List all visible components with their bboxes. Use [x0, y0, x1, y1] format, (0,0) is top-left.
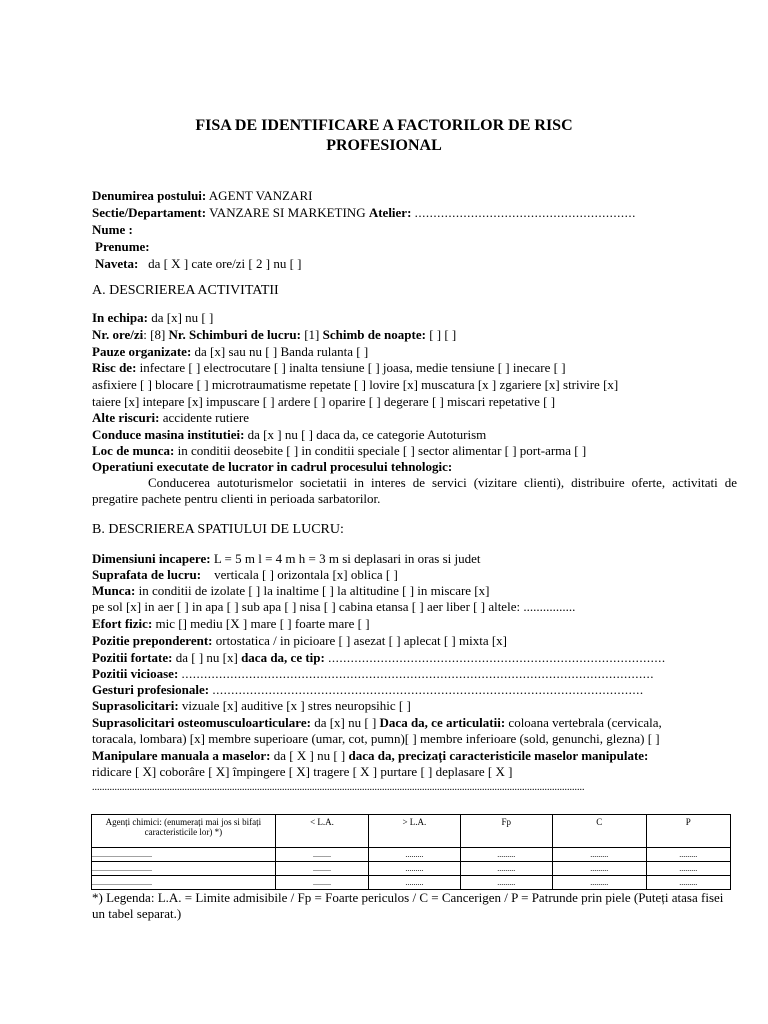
- pauze-label: Pauze organizate:: [92, 344, 192, 359]
- pauze-row: [92, 344, 737, 360]
- legend-text: *) Legenda: L.A. = Limite admisibile / Fp = Foarte periculos / C = Cancerigen / P = Patrunde prin piele (Puteți atasa fisei un tabel separat.): [92, 890, 724, 921]
- munca-row-1: [92, 583, 737, 599]
- cell-agent: ..............................: [92, 848, 276, 862]
- manipulare-value: da [ X ] nu [ ]: [273, 748, 346, 763]
- suprafata-value: verticala [ ] orizontala [x] oblica [ ]: [214, 567, 398, 582]
- cell-fp: .........: [460, 862, 552, 876]
- cell-c: .........: [552, 848, 646, 862]
- nume-row: [92, 222, 737, 238]
- risc-row-1: [92, 360, 737, 376]
- loc-munca-value: in conditii deosebite [ ] in conditii speciale [ ] sector alimentar [ ] port-arma [ ]: [177, 443, 587, 458]
- pauze-value: da [x] sau nu [ ] Banda rulanta [ ]: [194, 344, 369, 359]
- dimensiuni-value: L = 5 m l = 4 m h = 3 m si deplasari in oras si judet: [213, 551, 481, 566]
- denumire-label: Denumirea postului:: [92, 188, 207, 203]
- cell-sub-la: .........: [275, 848, 369, 862]
- denumire-value: AGENT VANZARI: [208, 188, 313, 203]
- conduce-value: da [x ] nu [ ] daca da, ce categorie Autoturism: [247, 427, 487, 442]
- operatiuni-label: Operatiuni executate de lucrator in cadrul procesului tehnologic:: [92, 459, 453, 474]
- gesturi-label: Gesturi profesionale:: [92, 682, 210, 697]
- sectie-row: [92, 205, 737, 221]
- gesturi-value: ...................................................................................................................: [212, 682, 644, 697]
- title-line-2: PROFESIONAL: [326, 137, 442, 154]
- fortate-value: da [ ] nu [x]: [175, 650, 238, 665]
- munca-line-1: in conditii de izolate [ ] la inaltime [ ] la altitudine [ ] in miscare [x]: [138, 583, 490, 598]
- cell-fp: .........: [460, 848, 552, 862]
- header-c: C: [552, 815, 646, 848]
- osteo-row-2: toracala, lombara) [x] membre superioare (umar, cot, pumn)[ ] membre inferioare (sold, genunchi, glezna) [ ]: [92, 731, 660, 746]
- cell-peste-la: .........: [369, 862, 460, 876]
- vicioase-row: [92, 666, 737, 682]
- cell-peste-la: .........: [369, 876, 460, 890]
- in-echipa-label: In echipa:: [92, 310, 148, 325]
- osteo-value: da [x] nu [ ]: [314, 715, 377, 730]
- in-echipa-value: da [x] nu [ ]: [151, 310, 214, 325]
- cell-p: .........: [646, 862, 730, 876]
- osteo-row-1: [92, 715, 737, 731]
- suprasolicitari-row: [92, 698, 737, 714]
- cell-sub-la: .........: [275, 876, 369, 890]
- risc-line-1: infectare [ ] electrocutare [ ] inalta tensiune [ ] joasa, medie tensiune [ ] inecare [ ]: [139, 360, 566, 375]
- munca-label: Munca:: [92, 583, 136, 598]
- table-row: [92, 848, 731, 862]
- osteo-line-1: coloana vertebrala (cervicala,: [508, 715, 662, 730]
- dimensiuni-label: Dimensiuni incapere:: [92, 551, 211, 566]
- risc-row-2: asfixiere [ ] blocare [ ] microtraumatisme repetate [ ] lovire [x] muscatura [x ] zgariere [x] strivire [x]: [92, 377, 619, 392]
- cell-fp: .........: [460, 876, 552, 890]
- loc-munca-row: [92, 443, 737, 459]
- title-line-1: FISA DE IDENTIFICARE A FACTORILOR DE RISC: [195, 117, 573, 134]
- sectie-label: Sectie/Departament:: [92, 205, 207, 220]
- suprafata-row: [92, 567, 737, 583]
- sectie-value: VANZARE SI MARKETING: [209, 205, 366, 220]
- nume-label: Nume :: [92, 222, 133, 237]
- table-header-row: [92, 815, 731, 848]
- suprasolicitari-label: Suprasolicitari:: [92, 698, 179, 713]
- schimb-noapte-label: Schimb de noapte:: [322, 327, 426, 342]
- section-a-heading: A. DESCRIEREA ACTIVITATII: [92, 283, 279, 298]
- pozitie-label: Pozitie preponderent:: [92, 633, 213, 648]
- vicioase-value: ..............................................................................................................................: [181, 666, 655, 681]
- conduce-label: Conduce masina institutiei:: [92, 427, 245, 442]
- efort-label: Efort fizic:: [92, 616, 153, 631]
- alte-riscuri-label: Alte riscuri:: [92, 410, 160, 425]
- vicioase-label: Pozitii vicioase:: [92, 666, 179, 681]
- document-title: [0, 116, 768, 156]
- header-sub-la: < L.A.: [275, 815, 369, 848]
- chemical-agents-table: [91, 814, 731, 890]
- fortate-row: [92, 650, 737, 666]
- naveta-value: da [ X ] cate ore/zi [ 2 ] nu [ ]: [148, 256, 302, 271]
- naveta-label: Naveta:: [95, 256, 139, 271]
- schimb-noapte-value: [ ] [ ]: [429, 327, 457, 342]
- schimburi-label: Nr. Schimburi de lucru:: [168, 327, 301, 342]
- fortate-label: Pozitii fortate:: [92, 650, 173, 665]
- pozitie-value: ortostatica / in picioare [ ] asezat [ ] aplecat [ ] mixta [x]: [215, 633, 508, 648]
- manipulare-extra-label: daca da, precizați caracteristicile maselor manipulate:: [348, 748, 649, 763]
- efort-value: mic [] mediu [X ] mare [ ] foarte mare [ ]: [155, 616, 370, 631]
- osteo-articulatii-label: Daca da, ce articulatii:: [379, 715, 506, 730]
- fortate-tip-value: ..........................................................................................: [328, 650, 666, 665]
- operatiuni-text: Conducerea autoturismelor societatii in interes de servici (vizitare clienti), distribuire oferte, activitati de pregatire pachete pentru clienti in perioada sarbatorilor.: [92, 475, 737, 506]
- efort-row: [92, 616, 737, 632]
- manipulare-label: Manipulare manuala a maselor:: [92, 748, 271, 763]
- cell-c: .........: [552, 862, 646, 876]
- cell-sub-la: .........: [275, 862, 369, 876]
- nr-ore-value: : [8]: [143, 327, 166, 342]
- risc-label: Risc de:: [92, 360, 137, 375]
- manipulare-row-2: ridicare [ X] coborâre [ X] împingere [ X] tragere [ X ] purtare [ ] deplasare [ X ]: [92, 764, 513, 779]
- pozitie-row: [92, 633, 737, 649]
- alte-riscuri-value: accidente rutiere: [162, 410, 250, 425]
- table-row: [92, 862, 731, 876]
- cell-c: .........: [552, 876, 646, 890]
- dotted-line: .....................................................................................................................................................................................................: [92, 782, 585, 793]
- cell-peste-la: .........: [369, 848, 460, 862]
- munca-row-2: pe sol [x] in aer [ ] in apa [ ] sub apa [ ] nisa [ ] cabina etansa [ ] aer liber [ ] altele: ................: [92, 599, 576, 614]
- atelier-value: ...........................................................: [414, 205, 636, 220]
- in-echipa-row: [92, 310, 737, 326]
- header-fp: Fp: [460, 815, 552, 848]
- schimburi-value: [1]: [304, 327, 320, 342]
- naveta-row: [95, 256, 740, 272]
- suprasolicitari-value: vizuale [x] auditive [x ] stres neuropsihic [ ]: [181, 698, 411, 713]
- header-agenti: Agenți chimici: (enumerați mai jos si bifați caracteristicile lor) *): [92, 815, 276, 848]
- dimensiuni-row: [92, 551, 737, 567]
- cell-p: .........: [646, 876, 730, 890]
- table-row: [92, 876, 731, 890]
- manipulare-row-1: [92, 748, 737, 764]
- osteo-label: Suprasolicitari osteomusculoarticulare:: [92, 715, 311, 730]
- suprafata-label: Suprafata de lucru:: [92, 567, 202, 582]
- cell-p: .........: [646, 848, 730, 862]
- cell-agent: ..............................: [92, 876, 276, 890]
- header-p: P: [646, 815, 730, 848]
- denumire-row: [92, 188, 737, 204]
- operatiuni-row: [92, 459, 737, 475]
- header-peste-la: > L.A.: [369, 815, 460, 848]
- prenume-label: Prenume:: [95, 239, 150, 254]
- section-b-heading: B. DESCRIEREA SPATIULUI DE LUCRU:: [92, 522, 344, 537]
- alte-riscuri-row: [92, 410, 737, 426]
- prenume-row: [95, 239, 740, 255]
- nr-ore-row: [92, 327, 737, 343]
- fortate-tip-label: daca da, ce tip:: [241, 650, 325, 665]
- conduce-row: [92, 427, 737, 443]
- atelier-label: Atelier:: [368, 205, 412, 220]
- loc-munca-label: Loc de munca:: [92, 443, 175, 458]
- risc-row-3: taiere [x] intepare [x] impuscare [ ] ardere [ ] oparire [ ] degerare [ ] miscari repetative [ ]: [92, 394, 556, 409]
- cell-agent: ..............................: [92, 862, 276, 876]
- nr-ore-label: Nr. ore/zi: [92, 327, 144, 342]
- gesturi-row: [92, 682, 737, 698]
